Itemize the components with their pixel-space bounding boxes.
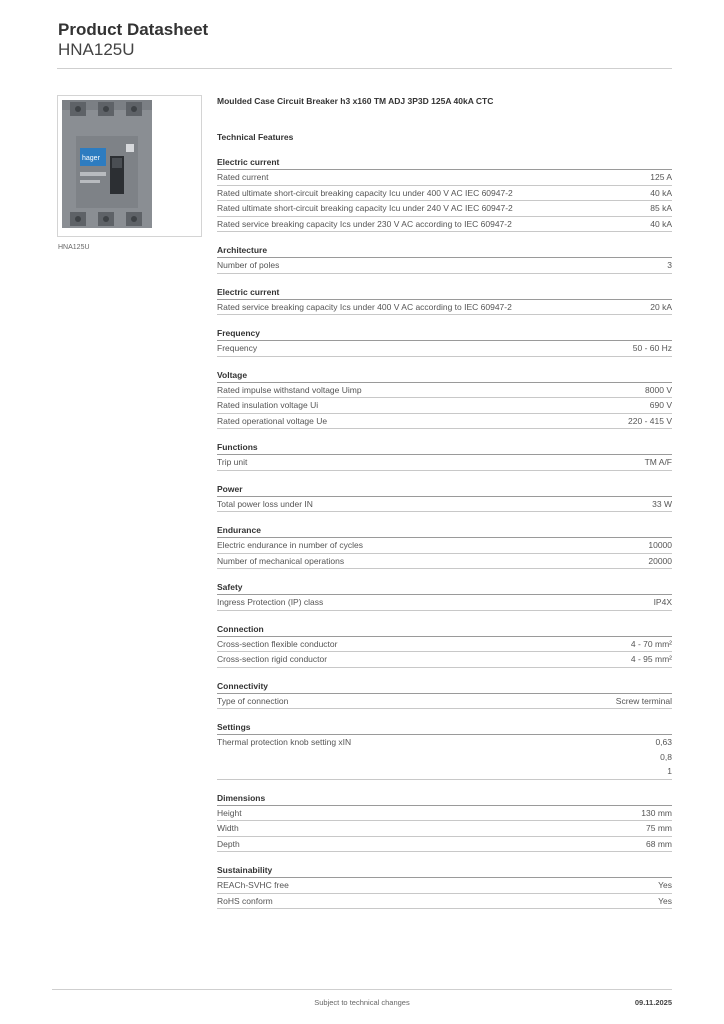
spec-group-title: Architecture	[217, 243, 672, 258]
spec-value-line: Yes	[658, 880, 672, 890]
spec-value-line: Screw terminal	[615, 695, 672, 706]
spec-row	[217, 398, 672, 414]
spec-group-title: Sustainability	[217, 863, 672, 878]
spec-value-line: 85 kA	[650, 203, 672, 213]
spec-value	[658, 878, 672, 893]
spec-label: Thermal protection knob setting xIN	[217, 737, 352, 747]
spec-row	[217, 383, 672, 399]
spec-value-line: 68 mm	[646, 838, 672, 849]
spec-label: Electric endurance in number of cycles	[217, 540, 363, 550]
spec-label: Number of mechanical operations	[217, 555, 345, 566]
spec-label: Number of poles	[217, 260, 280, 270]
spec-label: RoHS conform	[217, 895, 273, 906]
spec-group	[217, 622, 672, 668]
spec-value-line: Yes	[658, 895, 672, 906]
spec-value	[648, 538, 672, 553]
spec-value-line: 130 mm	[641, 807, 672, 818]
spec-row	[217, 341, 672, 357]
spec-row	[217, 455, 672, 471]
spec-group	[217, 580, 672, 611]
spec-value-line: 40 kA	[650, 218, 672, 229]
spec-value	[650, 201, 672, 216]
spec-group	[217, 440, 672, 471]
document-title: Product Datasheet	[58, 20, 209, 39]
spec-value-line: 0,63	[655, 737, 672, 747]
technical-features-heading: Technical Features	[217, 132, 294, 142]
spec-group-title: Electric current	[217, 155, 672, 170]
spec-row	[217, 821, 672, 837]
spec-value	[654, 595, 672, 610]
spec-value	[616, 694, 672, 709]
footer-date: 09.11.2025	[634, 998, 672, 1007]
spec-group-title: Connectivity	[217, 679, 672, 694]
spec-value	[631, 637, 672, 652]
spec-value	[648, 554, 672, 569]
spec-value	[641, 806, 672, 821]
spec-group-title: Dimensions	[217, 791, 672, 806]
spec-value-line: 33 W	[652, 498, 672, 509]
spec-group	[217, 791, 672, 853]
spec-row	[217, 637, 672, 653]
spec-label: Rated service breaking capacity Ics under 400 V AC according to IEC 60947-2	[217, 301, 512, 312]
spec-value-line: 50 - 60 Hz	[632, 343, 672, 353]
spec-label: Rated impulse withstand voltage Uimp	[217, 384, 362, 395]
spec-group	[217, 243, 672, 274]
spec-group-title: Electric current	[217, 285, 672, 300]
spec-value-line: 4 - 95 mm²	[630, 654, 672, 664]
spec-value	[633, 341, 672, 356]
spec-value	[650, 300, 672, 315]
spec-value-line: 125 A	[650, 172, 672, 182]
spec-group-title: Safety	[217, 580, 672, 595]
spec-group	[217, 155, 672, 232]
spec-row	[217, 497, 672, 513]
spec-row	[217, 694, 672, 710]
footer-note: Subject to technical changes	[314, 998, 410, 1007]
svg-text:hager: hager	[82, 155, 100, 162]
spec-row	[217, 186, 672, 202]
spec-row	[217, 258, 672, 274]
spec-label: Depth	[217, 838, 240, 849]
spec-label: Rated current	[217, 172, 269, 182]
image-caption: HNA125U	[58, 244, 90, 251]
spec-label: Total power loss under IN	[217, 498, 313, 509]
product-image	[57, 95, 202, 237]
spec-label: Trip unit	[217, 457, 248, 467]
spec-value	[652, 497, 672, 512]
spec-value-line: 8000 V	[645, 384, 672, 395]
spec-value	[645, 455, 672, 470]
spec-group-title: Endurance	[217, 523, 672, 538]
spec-value	[645, 383, 672, 398]
spec-value	[667, 258, 672, 273]
spec-group-title: Voltage	[217, 368, 672, 383]
spec-group-title: Connection	[217, 622, 672, 637]
spec-label: Cross-section rigid conductor	[217, 654, 328, 664]
header-divider	[57, 68, 672, 69]
spec-row	[217, 170, 672, 186]
spec-label: Ingress Protection (IP) class	[217, 597, 324, 607]
spec-label: Width	[217, 823, 239, 833]
spec-label: Rated service breaking capacity Ics under 230 V AC according to IEC 60947-2	[217, 218, 512, 229]
spec-row	[217, 414, 672, 430]
spec-groups	[217, 155, 672, 909]
spec-group	[217, 368, 672, 430]
spec-value-line: 220 - 415 V	[628, 415, 672, 426]
spec-group-title: Frequency	[217, 326, 672, 341]
spec-group	[217, 482, 672, 513]
spec-group-title: Functions	[217, 440, 672, 455]
spec-label: Type of connection	[217, 695, 289, 706]
spec-value-line: IP4X	[653, 597, 672, 607]
product-description: Moulded Case Circuit Breaker h3 x160 TM ADJ 3P3D 125A 40kA CTC	[217, 96, 494, 106]
spec-value	[655, 735, 672, 779]
spec-group	[217, 523, 672, 569]
spec-value-line: 4 - 70 mm²	[630, 638, 672, 649]
spec-group	[217, 326, 672, 357]
spec-value	[650, 217, 672, 232]
spec-group-title: Settings	[217, 720, 672, 735]
spec-row	[217, 894, 672, 910]
spec-row	[217, 300, 672, 316]
spec-content	[217, 94, 672, 909]
circuit-breaker-image	[58, 96, 201, 236]
spec-value-line: 20 kA	[650, 301, 672, 312]
spec-row	[217, 217, 672, 233]
spec-row	[217, 878, 672, 894]
spec-value-line: 690 V	[649, 400, 672, 410]
spec-group	[217, 863, 672, 909]
spec-value-line: 75 mm	[646, 823, 672, 833]
spec-value-line: 40 kA	[650, 187, 672, 198]
spec-value-line: 0,8	[660, 751, 672, 762]
spec-value	[658, 894, 672, 909]
spec-value	[628, 414, 672, 429]
spec-label: Cross-section flexible conductor	[217, 638, 338, 649]
spec-value	[646, 821, 672, 836]
spec-row	[217, 806, 672, 822]
spec-label: Frequency	[217, 343, 258, 353]
spec-row	[217, 538, 672, 554]
spec-label: Rated ultimate short-circuit breaking capacity Icu under 240 V AC IEC 60947-2	[217, 203, 513, 213]
document-header	[58, 20, 208, 60]
spec-group	[217, 679, 672, 710]
spec-label: Rated insulation voltage Ui	[217, 400, 319, 410]
spec-value	[650, 170, 672, 185]
spec-label: REACh-SVHC free	[217, 880, 289, 890]
spec-row	[217, 837, 672, 853]
spec-value	[650, 398, 672, 413]
spec-row	[217, 595, 672, 611]
spec-group-title: Power	[217, 482, 672, 497]
spec-value	[646, 837, 672, 852]
spec-label: Rated operational voltage Ue	[217, 415, 328, 426]
spec-group	[217, 720, 672, 780]
spec-row	[217, 735, 672, 780]
spec-row	[217, 652, 672, 668]
spec-label: Height	[217, 807, 242, 818]
spec-value-line: 3	[667, 260, 672, 270]
footer-divider	[52, 989, 672, 990]
spec-value-line: 20000	[648, 555, 672, 566]
spec-value	[631, 652, 672, 667]
product-code: HNA125U	[58, 40, 135, 59]
spec-value-line: TM A/F	[644, 457, 672, 467]
spec-group	[217, 285, 672, 316]
spec-value-line: 1	[667, 766, 672, 776]
spec-value-line: 10000	[648, 540, 672, 550]
spec-row	[217, 554, 672, 570]
spec-row	[217, 201, 672, 217]
spec-value	[650, 186, 672, 201]
spec-label: Rated ultimate short-circuit breaking capacity Icu under 400 V AC IEC 60947-2	[217, 187, 513, 198]
